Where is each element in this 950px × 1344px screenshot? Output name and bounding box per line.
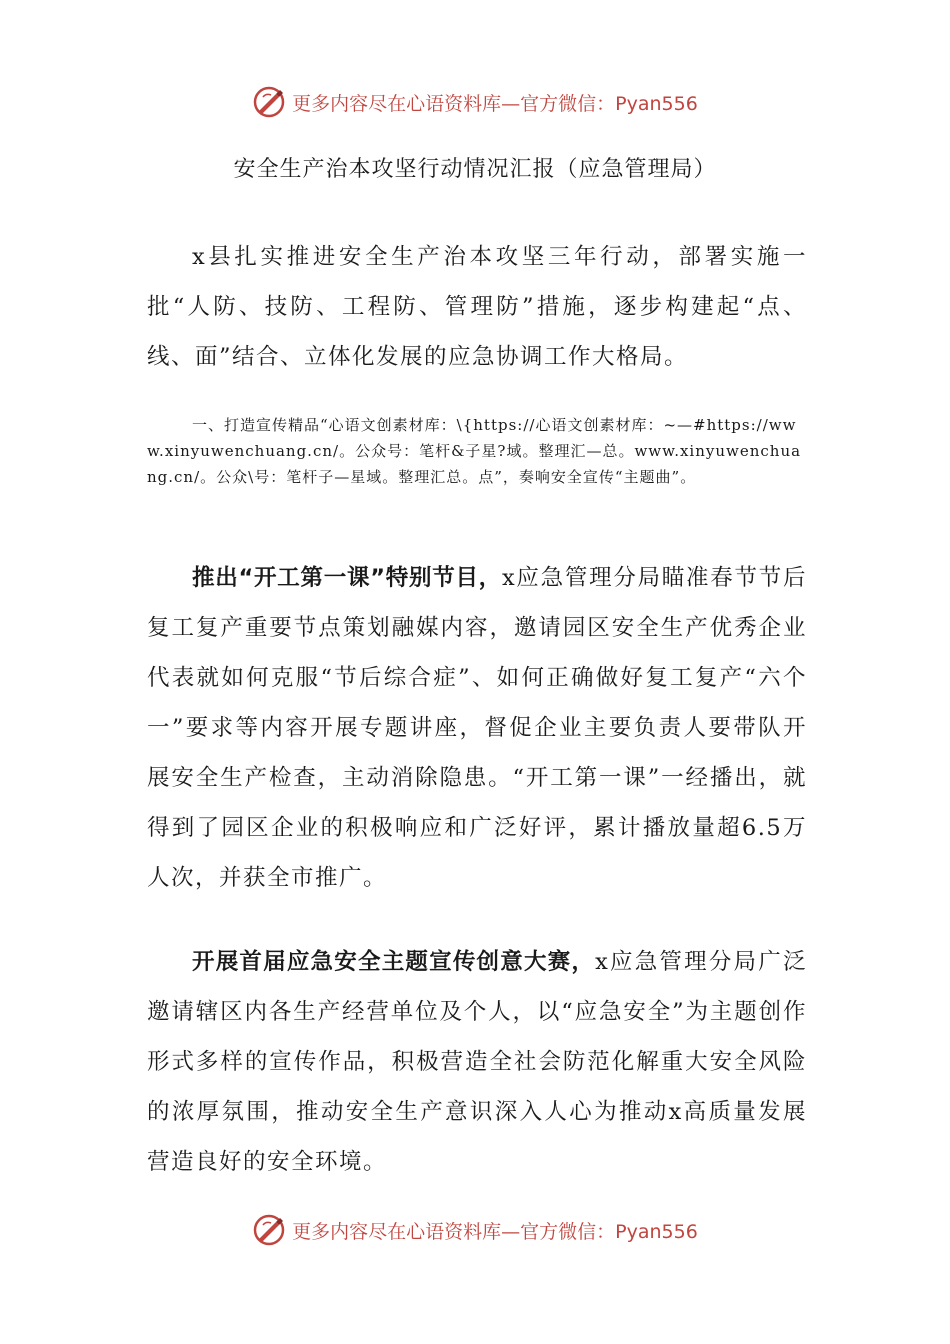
banner-text-cn: 更多内容尽在心语资料库—官方微信：: [292, 1220, 616, 1243]
banner-text: [292, 89, 698, 116]
pen-logo-icon: [252, 1213, 286, 1247]
header-banner: [0, 82, 950, 122]
paragraph-first-lesson: [147, 553, 807, 903]
paragraph-lead-bold: 推出“开工第一课”特别节目，: [192, 565, 502, 591]
banner-text-cn: 更多内容尽在心语资料库—官方微信：: [292, 92, 616, 115]
paragraph-lead-bold: 开展首届应急安全主题宣传创意大赛，: [192, 949, 596, 975]
banner-text: [292, 1217, 698, 1244]
pen-logo-icon: [252, 85, 286, 119]
banner-wechat-id: Pyan556: [615, 92, 698, 115]
footer-banner: [0, 1210, 950, 1250]
paragraph-contest: [147, 937, 807, 1187]
banner-wechat-id: Pyan556: [615, 1220, 698, 1243]
document-title: 安全生产治本攻坚行动情况汇报（应急管理局）: [233, 157, 717, 182]
paragraph-intro: x县扎实推进安全生产治本攻坚三年行动，部署实施一批“人防、技防、工程防、管理防”措施，逐步构建起“点、线、面”结合、立体化发展的应急协调工作大格局。: [147, 244, 807, 370]
section-heading-note: 一、打造宣传精品“心语文创素材库：\{https://心语文创素材库：~—#https://www.xinyuwenchuang.cn/。公众号：笔杆&子星?域。整理汇—总。www.xinyuwenchuang.cn/。公众\号：笔杆子—星域。整理汇总。点”，奏响安全宣传“主题曲”。: [147, 416, 802, 486]
paragraph-body: x应急管理分局广泛邀请辖区内各生产经营单位及个人，以“应急安全”为主题创作形式多样的宣传作品，积极营造全社会防范化解重大安全风险的浓厚氛围，推动安全生产意识深入人心为推动x高质量发展营造良好的安全环境。: [147, 949, 807, 1175]
paragraph-body: x应急管理分局瞄准春节节后复工复产重要节点策划融媒内容，邀请园区安全生产优秀企业代表就如何克服“节后综合症”、如何正确做好复工复产“六个一”要求等内容开展专题讲座，督促企业主要负责人要带队开展安全生产检查，主动消除隐患。“开工第一课”一经播出，就得到了园区企业的积极响应和广泛好评，累计播放量超6.5万人次，并获全市推广。: [147, 565, 807, 891]
